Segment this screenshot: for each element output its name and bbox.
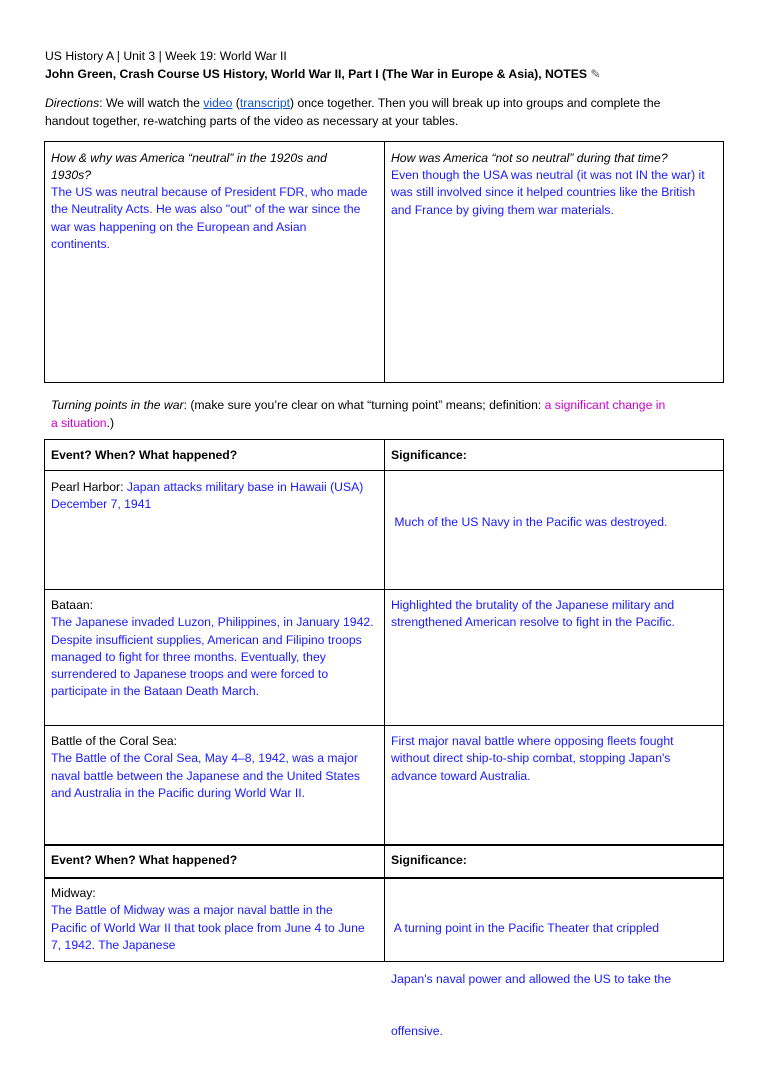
significance-line: Japan's naval power and allowed the US to take the xyxy=(391,972,672,987)
significance-line: Much of the US Navy in the Pacific was destroyed. xyxy=(391,514,668,529)
video-link[interactable]: video xyxy=(203,96,233,110)
directions-text-after: ) once together. Then you will break up into groups and complete the xyxy=(290,96,661,110)
significance-column-header: Significance: xyxy=(391,448,467,462)
significance-line: Highlighted the brutality of the Japanese military and xyxy=(391,598,675,612)
row-border xyxy=(44,725,724,726)
document-title xyxy=(45,65,601,83)
neutral-answer-2[interactable] xyxy=(391,167,705,219)
significance-line: strengthened American resolve to fight in the Pacific. xyxy=(391,615,675,630)
directions-text: : We will watch the xyxy=(99,96,204,110)
event-detail: The Japanese invaded Luzon, Philippines, in January 1942. xyxy=(51,615,374,630)
event-detail: surrendered to Japanese troops and were forced to xyxy=(51,667,329,682)
event-name: Pearl Harbor: xyxy=(51,480,127,494)
event-first-line xyxy=(51,479,363,496)
paren-open: ( xyxy=(232,96,240,110)
row-border xyxy=(44,589,724,590)
a2-line: Even though the USA was neutral (it was not IN the war) it xyxy=(391,168,705,182)
definition-text: a significant change in xyxy=(544,398,666,412)
turning-points-label: Turning points in the war xyxy=(51,398,184,412)
event-detail: naval battle between the Japanese and the United States xyxy=(51,768,360,783)
a1-line: continents. xyxy=(51,236,110,251)
definition-closing: .) xyxy=(106,416,115,430)
event-name: Midway: xyxy=(51,886,96,900)
event-cell-pearl-harbor[interactable] xyxy=(51,479,363,514)
significance-line: without direct ship-to-ship combat, stopping Japan's xyxy=(391,751,671,766)
neutral-answer-1[interactable] xyxy=(51,184,367,253)
significance-cell-coral-sea[interactable] xyxy=(391,733,674,785)
events-table-divider xyxy=(384,439,385,962)
event-detail: The Battle of the Coral Sea, May 4–8, 1942, was a major xyxy=(51,751,358,766)
event-column-header: Event? When? What happened? xyxy=(51,448,238,462)
significance-column-header: Significance: xyxy=(391,853,467,867)
event-cell-midway[interactable] xyxy=(51,885,365,954)
significance-cell-bataan[interactable] xyxy=(391,597,675,632)
event-detail: The Battle of Midway was a major naval battle in the xyxy=(51,903,333,918)
event-detail: 7, 1942. The Japanese xyxy=(51,937,176,952)
turning-points-text: : (make sure you’re clear on what “turning point” means; definition: xyxy=(183,398,545,412)
event-detail: Japan attacks military base in Hawaii (USA) xyxy=(126,480,364,494)
event-detail: December 7, 1941 xyxy=(51,497,152,512)
row-border xyxy=(44,470,724,471)
event-detail: Pacific of World War II that took place from June 4 to June xyxy=(51,920,365,935)
row-border xyxy=(44,877,724,879)
event-name: Bataan: xyxy=(51,598,94,612)
neutral-question-1 xyxy=(51,150,327,185)
a1-line: The US was neutral because of President FDR, who made xyxy=(51,185,368,199)
course-line: US History A | Unit 3 | Week 19: World War II xyxy=(45,49,287,63)
q1-line-1: How & why was America “neutral” in the 1920s and xyxy=(51,151,327,165)
transcript-link[interactable]: transcript xyxy=(239,96,290,110)
row-border xyxy=(44,844,724,846)
turning-points-line-2 xyxy=(51,414,114,432)
pencil-icon: ✎ xyxy=(590,67,601,81)
significance-cell-midway[interactable] xyxy=(391,885,671,1075)
neutral-question-2: How was America “not so neutral” during that time? xyxy=(391,151,668,165)
directions-label: Directions xyxy=(45,96,100,110)
a2-line: and France by giving them war materials. xyxy=(391,202,614,217)
a2-line: was still involved since it helped countries like the British xyxy=(391,185,696,200)
a1-line: war was happening on the European and Asian xyxy=(51,219,307,234)
neutral-table-divider xyxy=(384,141,385,383)
event-detail: Despite insufficient supplies, American and Filipino troops xyxy=(51,632,362,647)
significance-cell-pearl-harbor[interactable] xyxy=(391,479,667,565)
significance-line: A turning point in the Pacific Theater that crippled xyxy=(391,920,660,935)
definition-text-2: a situation xyxy=(51,416,107,430)
significance-line: offensive. xyxy=(391,1024,443,1039)
title-text: John Green, Crash Course US History, World War II, Part I (The War in Europe & Asia), NOTES xyxy=(45,67,587,81)
event-detail: managed to fight for three months. Eventually, they xyxy=(51,649,326,664)
a1-line: the Neutrality Acts. He was also "out" of the war since the xyxy=(51,202,361,217)
event-name: Battle of the Coral Sea: xyxy=(51,734,178,748)
turning-points-line-1 xyxy=(51,396,665,414)
event-cell-bataan[interactable] xyxy=(51,597,374,701)
directions-line-1 xyxy=(45,94,660,112)
directions-line-2: handout together, re-watching parts of the video as necessary at your tables. xyxy=(45,114,459,128)
event-detail: participate in the Bataan Death March. xyxy=(51,684,259,699)
significance-line: advance toward Australia. xyxy=(391,768,531,783)
event-column-header: Event? When? What happened? xyxy=(51,853,238,867)
q1-line-2: 1930s? xyxy=(51,168,91,183)
significance-line: First major naval battle where opposing fleets fought xyxy=(391,734,674,748)
event-detail: and Australia in the Pacific during World War II. xyxy=(51,785,306,800)
event-cell-coral-sea[interactable] xyxy=(51,733,360,802)
